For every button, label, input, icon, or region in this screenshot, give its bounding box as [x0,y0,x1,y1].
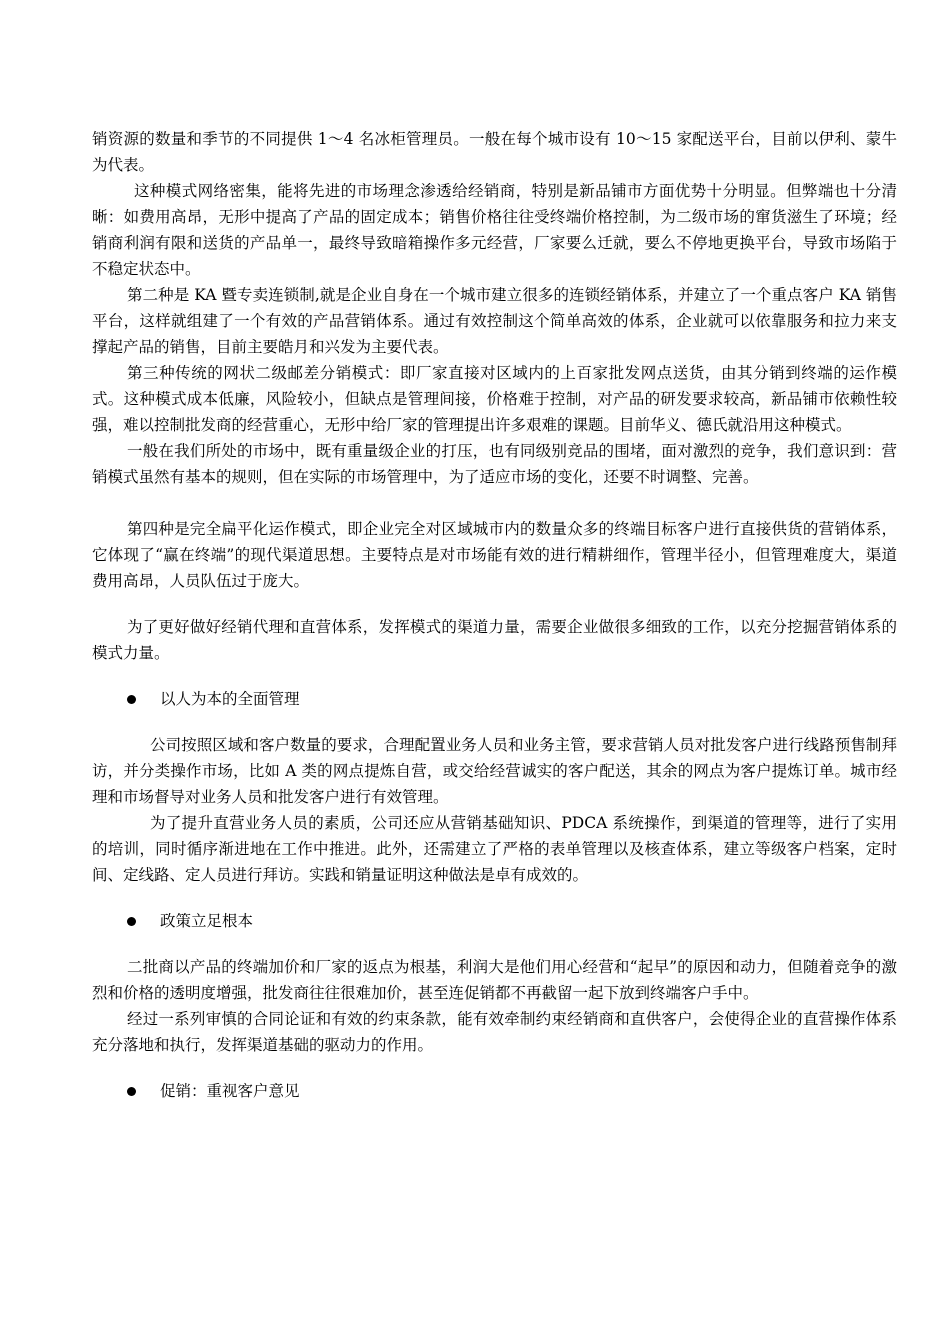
spacer [92,594,897,614]
spacer [92,666,897,686]
bullet-dot-icon [127,1087,136,1096]
paragraph-9: 为了提升直营业务人员的素质，公司还应从营销基础知识、PDCA 系统操作，到渠道的管理等，进行了实用的培训，同时循序渐进地在工作中推进。此外，还需建立了严格的表单管理以及核查体系，建立等级客户档案，定时间、定线路、定人员进行拜访。实践和销量证明这种做法是卓有成效的。 [92,814,897,884]
spacer [92,490,897,516]
paragraph-11: 经过一系列审慎的合同论证和有效的约束条款，能有效牵制约束经销商和直供客户，会使得企业的直营操作体系充分落地和执行，发挥渠道基础的驱动力的作用。 [92,1010,897,1054]
bullet-label: 促销：重视客户意见 [160,1082,300,1100]
paragraph-4: 第三种传统的网状二级邮差分销模式：即厂家直接对区域内的上百家批发网点送货，由其分销到终端的运作模式。这种模式成本低廉，风险较小，但缺点是管理间接，价格难于控制，对产品的研发要求较高，新品铺市依赖性较强，难以控制批发商的经营重心，无形中给厂家的管理提出许多艰难的课题。目前华义、德氏就沿用这种模式。 [92,364,897,434]
bullet-item-2 [92,908,897,934]
bullet-dot-icon [127,695,136,704]
paragraph-6: 第四种是完全扁平化运作模式，即企业完全对区域城市内的数量众多的终端目标客户进行直接供货的营销体系，它体现了“赢在终端”的现代渠道思想。主要特点是对市场能有效的进行精耕细作，管理半径小，但管理难度大，渠道费用高昂，人员队伍过于庞大。 [92,520,897,590]
bullet-item-1 [92,686,897,712]
paragraph-2: 这种模式网络密集，能将先进的市场理念渗透给经销商，特别是新品铺市方面优势十分明显。但弊端也十分清晰：如费用高昂，无形中提高了产品的固定成本；销售价格往往受终端价格控制，为二级市场的窜货滋生了环境；经销商利润有限和送货的产品单一，最终导致暗箱操作多元经营，厂家要么迁就，要么不停地更换平台，导致市场陷于不稳定状态中。 [92,182,897,278]
paragraph-3: 第二种是 KA 暨专卖连锁制,就是企业自身在一个城市建立很多的连锁经销体系，并建立了一个重点客户 KA 销售平台，这样就组建了一个有效的产品营销体系。通过有效控制这个简单高效的体系，企业就可以依靠服务和拉力来支撑起产品的销售，目前主要皓月和兴发为主要代表。 [92,286,897,356]
spacer [92,1058,897,1078]
paragraph-10: 二批商以产品的终端加价和厂家的返点为根基，利润大是他们用心经营和“起早”的原因和动力，但随着竞争的激烈和价格的透明度增强，批发商往往很难加价，甚至连促销都不再截留一起下放到终端客户手中。 [92,958,897,1002]
spacer [92,888,897,908]
bullet-label: 以人为本的全面管理 [160,690,300,708]
spacer [92,712,897,732]
paragraph-5: 一般在我们所处的市场中，既有重量级企业的打压，也有同级别竞品的围堵，面对激烈的竞争，我们意识到：营销模式虽然有基本的规则，但在实际的市场管理中，为了适应市场的变化，还要不时调整、完善。 [92,442,897,486]
paragraph-1: 销资源的数量和季节的不同提供 1～4 名冰柜管理员。一般在每个城市设有 10～15 家配送平台，目前以伊利、蒙牛为代表。 [92,130,897,174]
paragraph-7: 为了更好做好经销代理和直营体系，发挥模式的渠道力量，需要企业做很多细致的工作，以充分挖掘营销体系的模式力量。 [92,618,897,662]
bullet-item-3 [92,1078,897,1104]
bullet-label: 政策立足根本 [160,912,254,930]
paragraph-8: 公司按照区域和客户数量的要求，合理配置业务人员和业务主管，要求营销人员对批发客户进行线路预售制拜访，并分类操作市场，比如 A 类的网点提炼自营，或交给经营诚实的客户配送，其余的网点为客户提炼订单。城市经理和市场督导对业务人员和批发客户进行有效管理。 [92,736,897,806]
document-body [92,126,897,1104]
spacer [92,934,897,954]
bullet-dot-icon [127,917,136,926]
